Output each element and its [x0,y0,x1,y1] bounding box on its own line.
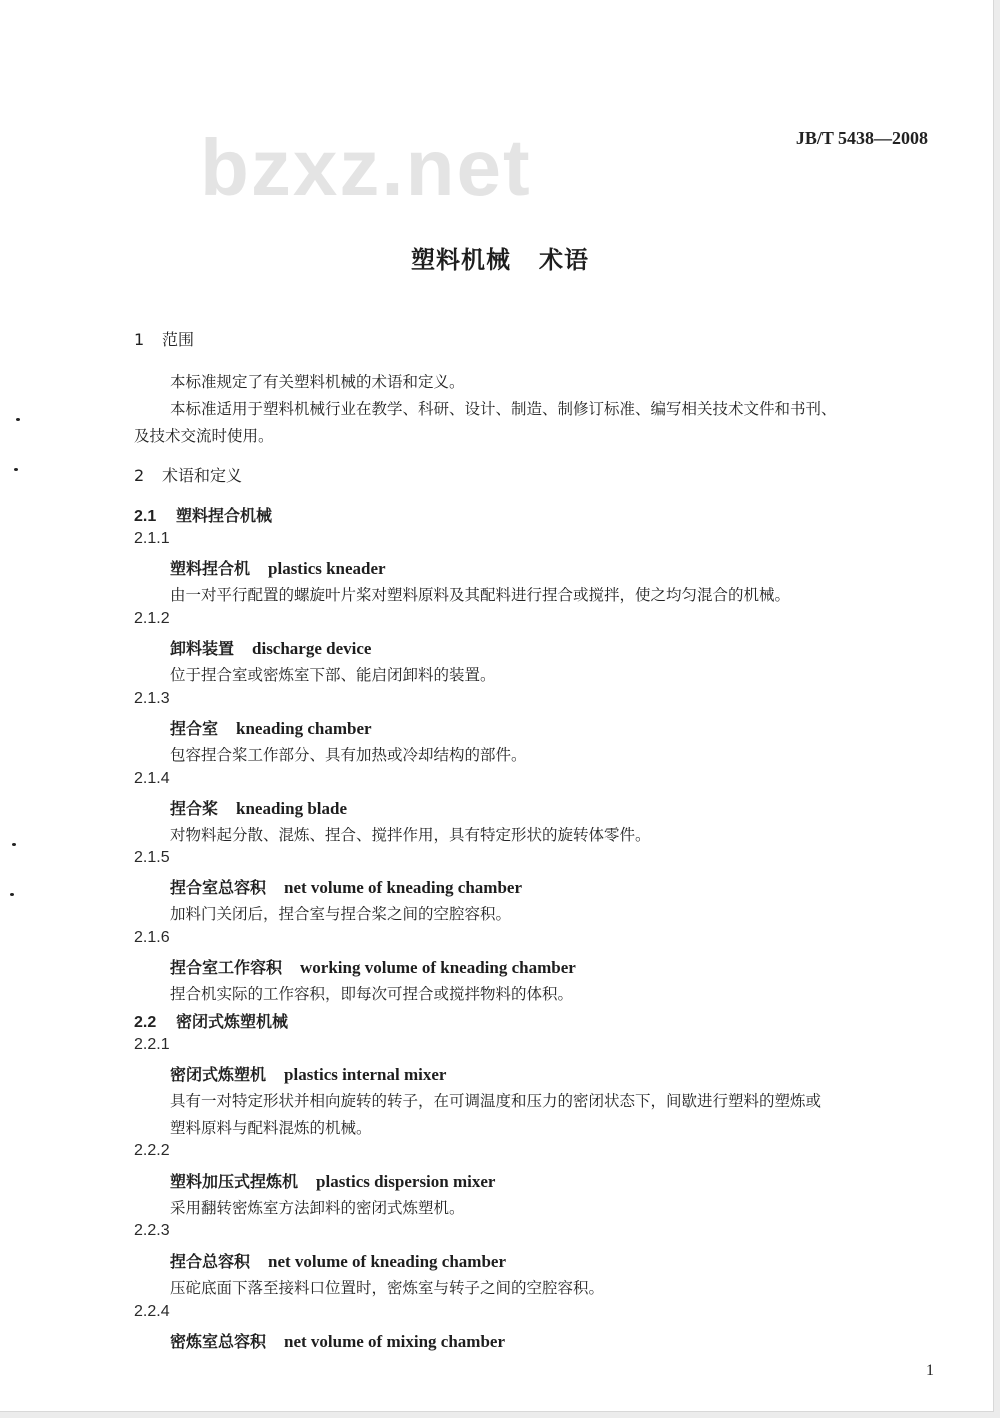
term-heading: 塑料捏合机 plastics kneader [170,559,386,578]
term-definition: 具有一对特定形状并相向旋转的转子，在可调温度和压力的密闭状态下，间歇进行塑料的塑炼或 [170,1092,822,1110]
section-1-paragraph-2-cont: 及技术交流时使用。 [134,427,274,445]
section-1-heading: 1 范围 [134,330,195,349]
term-number: 2.2.2 [134,1142,170,1159]
term-number: 2.2.1 [134,1036,170,1053]
term-number: 2.2.3 [134,1222,170,1239]
term-definition: 由一对平行配置的螺旋叶片桨对塑料原料及其配料进行捏合或搅拌，使之均匀混合的机械。 [170,586,791,604]
term-heading: 捏合室 kneading chamber [170,719,372,738]
scan-speck [12,843,16,846]
scan-speck [10,893,14,896]
section-2-heading: 2 术语和定义 [134,466,243,485]
page-number: 1 [926,1362,934,1379]
term-heading: 卸料装置 discharge device [170,639,372,658]
term-number: 2.1.4 [134,770,170,787]
term-definition: 捏合机实际的工作容积，即每次可捏合或搅拌物料的体积。 [170,985,574,1003]
section-1-paragraph-1: 本标准规定了有关塑料机械的术语和定义。 [170,373,465,391]
term-heading: 塑料加压式捏炼机 plastics dispersion mixer [170,1172,496,1191]
term-number: 2.1.5 [134,849,170,866]
term-heading: 捏合室总容积 net volume of kneading chamber [170,878,523,897]
term-heading: 捏合室工作容积 working volume of kneading chamber [170,958,576,977]
scan-speck [16,418,20,421]
document-title [0,240,1000,275]
term-definition: 位于捏合室或密炼室下部、能启闭卸料的装置。 [170,666,496,684]
term-heading: 捏合总容积 net volume of kneading chamber [170,1252,507,1271]
standard-code: JB/T 5438—2008 [795,128,928,148]
term-heading: 密闭式炼塑机 plastics internal mixer [170,1065,447,1084]
term-definition: 加料门关闭后，捏合室与捏合桨之间的空腔容积。 [170,905,512,923]
section-2-2-heading: 2.2 密闭式炼塑机械 [134,1012,289,1031]
term-number: 2.1.3 [134,690,170,707]
term-definition: 采用翻转密炼室方法卸料的密闭式炼塑机。 [170,1199,465,1217]
title-part-1: 塑料机械 [411,246,511,274]
term-definition: 压砣底面下落至接料口位置时，密炼室与转子之间的空腔容积。 [170,1279,605,1297]
term-definition: 对物料起分散、混炼、捏合、搅拌作用，具有特定形状的旋转体零件。 [170,826,651,844]
term-number: 2.1.2 [134,610,170,627]
term-definition-cont: 塑料原料与配料混炼的机械。 [170,1119,372,1137]
scan-speck [14,468,18,471]
term-heading: 密炼室总容积 net volume of mixing chamber [170,1332,505,1351]
title-part-2: 术语 [539,246,589,274]
term-definition: 包容捏合桨工作部分、具有加热或冷却结构的部件。 [170,746,527,764]
term-number: 2.1.6 [134,929,170,946]
term-number: 2.1.1 [134,530,170,547]
term-heading: 捏合桨 kneading blade [170,799,348,818]
term-number: 2.2.4 [134,1303,170,1320]
section-1-paragraph-2: 本标准适用于塑料机械行业在教学、科研、设计、制造、制修订标准、编写相关技术文件和书刊、 [170,400,837,418]
watermark: bzxz.net [200,123,532,212]
section-2-1-heading: 2.1 塑料捏合机械 [134,506,273,525]
